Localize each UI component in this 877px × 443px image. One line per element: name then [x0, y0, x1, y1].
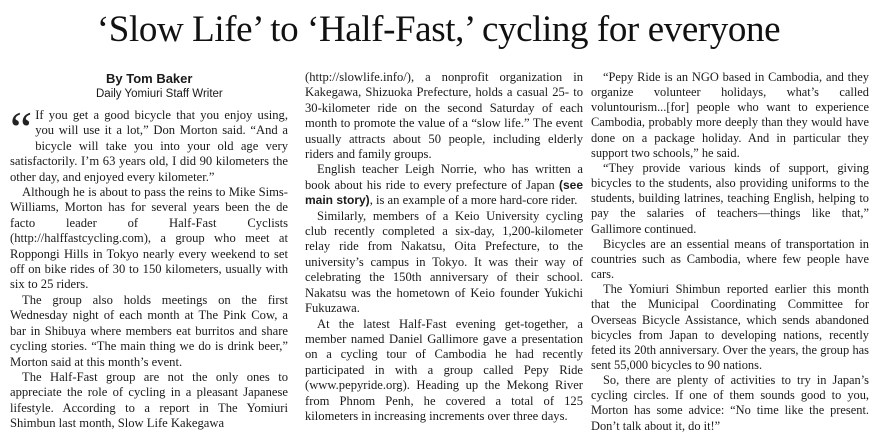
paragraph: Bicycles are an essential means of transportation in countries such as Cambodia, where few people have cars.	[591, 236, 869, 282]
column-2	[305, 70, 583, 424]
paragraph: Similarly, members of a Keio University cycling club recently completed a six-day, 1,200-kilometer relay ride from Nakatsu, Oita Prefecture, to the university’s campus in Tokyo. It was their way of celebrating the 150th anniversary of their school. Nakatsu was the hometown of Keio founder Yukichi Fukuzawa.	[305, 208, 583, 316]
paragraph: The Half-Fast group are not the only ones to appreciate the role of cycling in a pleasant Japanese lifestyle. According to a report in The Yomiuri Shimbun last month, Slow Life Kakegawa	[10, 369, 288, 431]
paragraph: Although he is about to pass the reins to Mike Sims-Williams, Morton has for several years been the de facto leader of Half-Fast Cyclists (http://halffastcycling.com), a group who meet at Roppongi Hills in Tokyo nearly every weekend to set off on bike rides of 30 to 150 kilometers, usually with six to 25 riders.	[10, 185, 288, 292]
paragraph	[10, 101, 288, 185]
paragraph: (http://slowlife.info/), a nonprofit organization in Kakegawa, Shizuoka Prefecture, holds a casual 25- to 30-kilometer ride on the second Saturday of each month to promote the value of a “slow life.” The event usually attracts about 50 people, including elderly riders and family groups.	[305, 70, 583, 162]
paragraph: At the latest Half-Fast evening get-together, a member named Daniel Gallimore gave a presentation on a cycling tour of Cambodia he had recently participated in with a group called Pepy Ride (www.pepyride.org). Heading up the Mekong River from Phnom Penh, he covered a total of 125 kilometers in increasing increments over three days.	[305, 316, 583, 423]
headline: ‘Slow Life’ to ‘Half-Fast,’ cycling for everyone	[96, 9, 781, 50]
column-1	[10, 70, 288, 432]
paragraph: So, there are plenty of activities to try in Japan’s cycling circles. If one of them sounds good to you, Morton has some advice: “No time like the present. Don’t talk about it, do it!”	[591, 373, 869, 433]
paragraph: The group also holds meetings on the first Wednesday night of each month at The Pink Cow, a bar in Shibuya where members eat burritos and share cycling stories. “The main thing we do is drink beer,” Morton said at this month’s event.	[10, 292, 288, 369]
paragraph: “Pepy Ride is an NGO based in Cambodia, and they organize volunteer holidays, what’s called voluntourism...[for] people who want to experience Cambodia, probably more deeply than they would have done on a package holiday. And in particular they support two schools,” he said.	[591, 70, 869, 160]
byline: By Tom Baker	[106, 71, 193, 86]
paragraph: The Yomiuri Shimbun reported earlier this month that the Municipal Coordinating Committee for Overseas Bicycle Assistance, which sends abandoned bicycles from Japan to developing nations, recently feted its 20th anniversary. Over the years, the group has sent 55,000 bicycles to 90 nations.	[591, 282, 869, 372]
column-3	[591, 70, 869, 434]
byline-block	[96, 70, 288, 102]
paragraph-text: English teacher Leigh Norrie, who has written a book about his ride to every prefecture of Japan	[305, 162, 583, 192]
paragraph: “They provide various kinds of support, giving bicycles to the students, also providing uniforms to the students, building latrines, teaching English, helping to pay the salaries of teachers—things like that,” Gallimore continued.	[591, 160, 869, 236]
paragraph-text: If you get a good bicycle that you enjoy using, you will use it a lot,” Don Morton said. “And a bicycle will take you into your old age very satisfactorily. I’m 63 years old, I did 90 kilometers the other day, and enjoyed every kilometer.”	[10, 108, 288, 184]
affiliation: Daily Yomiuri Staff Writer	[96, 88, 223, 100]
cross-reference: (see main story)	[305, 177, 583, 208]
open-quote-mark: “	[10, 101, 33, 157]
paragraph	[305, 162, 583, 208]
paragraph-text: , is an example of a more hard-core rider.	[369, 193, 578, 208]
